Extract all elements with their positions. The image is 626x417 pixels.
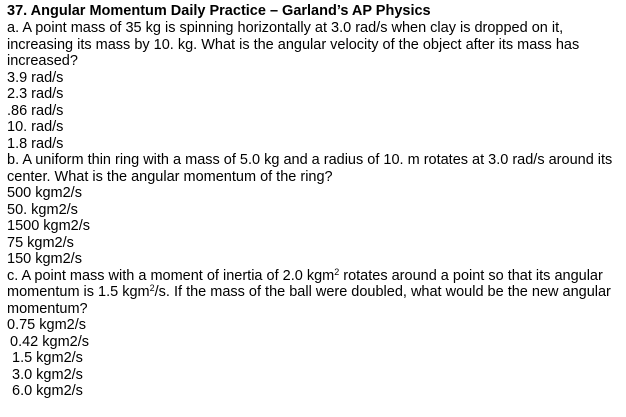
question-c xyxy=(7,268,623,400)
question-c-line-1-text: c. A point mass with a moment of inertia of 2.0 kgm xyxy=(7,267,335,284)
question-b-choice-4: 75 kgm2/s xyxy=(7,234,74,251)
question-b-choice-2: 50. kgm2/s xyxy=(7,201,78,218)
question-a-line-1: a. A point mass of 35 kg is spinning horizontally at 3.0 rad/s when clay is dropped on it, xyxy=(7,20,564,36)
question-c-choice-1: 0.75 kgm2/s xyxy=(7,317,86,333)
question-c-line-1-text-end: rotates around a point so that its angular xyxy=(339,267,603,284)
question-a-line-3: increased? xyxy=(7,53,78,69)
question-c-line-2 xyxy=(7,284,623,301)
question-b-choice-1: 500 kgm2/s xyxy=(7,185,82,201)
question-b-choice-3: 1500 kgm2/s xyxy=(7,218,91,234)
question-c-line-1-superscript: 2 xyxy=(334,266,340,277)
question-c-choice-5: 6.0 kgm2/s xyxy=(12,383,83,399)
question-c-choice-2: 0.42 kgm2/s xyxy=(10,333,89,350)
question-c-choice-4: 3.0 kgm2/s xyxy=(12,366,83,383)
worksheet-page xyxy=(7,3,623,400)
question-b xyxy=(7,152,623,268)
worksheet-title: 37. Angular Momentum Daily Practice – Garland’s AP Physics xyxy=(7,3,431,19)
question-c-line-3: momentum? xyxy=(7,300,88,317)
question-b-line-2: center. What is the angular momentum of the ring? xyxy=(7,168,333,185)
question-c-choice-3: 1.5 kgm2/s xyxy=(12,350,83,366)
question-c-line-2-text-end: /s. If the mass of the ball were doubled, what would be the new angular xyxy=(154,284,611,300)
question-a-choice-3: .86 rad/s xyxy=(7,102,64,119)
question-b-choice-5: 150 kgm2/s xyxy=(7,251,82,267)
question-b-line-1: b. A uniform thin ring with a mass of 5.0 kg and a radius of 10. m rotates at 3.0 rad/s around its xyxy=(7,152,613,168)
question-a-line-2: increasing its mass by 10. kg. What is the angular velocity of the object after its mass has xyxy=(7,36,580,53)
question-a xyxy=(7,20,623,152)
question-c-line-2-text: momentum is 1.5 kgm xyxy=(7,284,150,300)
question-a-choice-4: 10. rad/s xyxy=(7,119,64,135)
question-a-choice-1: 3.9 rad/s xyxy=(7,69,64,86)
question-c-line-2-superscript: 2 xyxy=(149,283,155,293)
question-a-choice-5: 1.8 rad/s xyxy=(7,135,64,152)
question-c-line-1 xyxy=(7,268,623,285)
question-a-choice-2: 2.3 rad/s xyxy=(7,86,64,102)
